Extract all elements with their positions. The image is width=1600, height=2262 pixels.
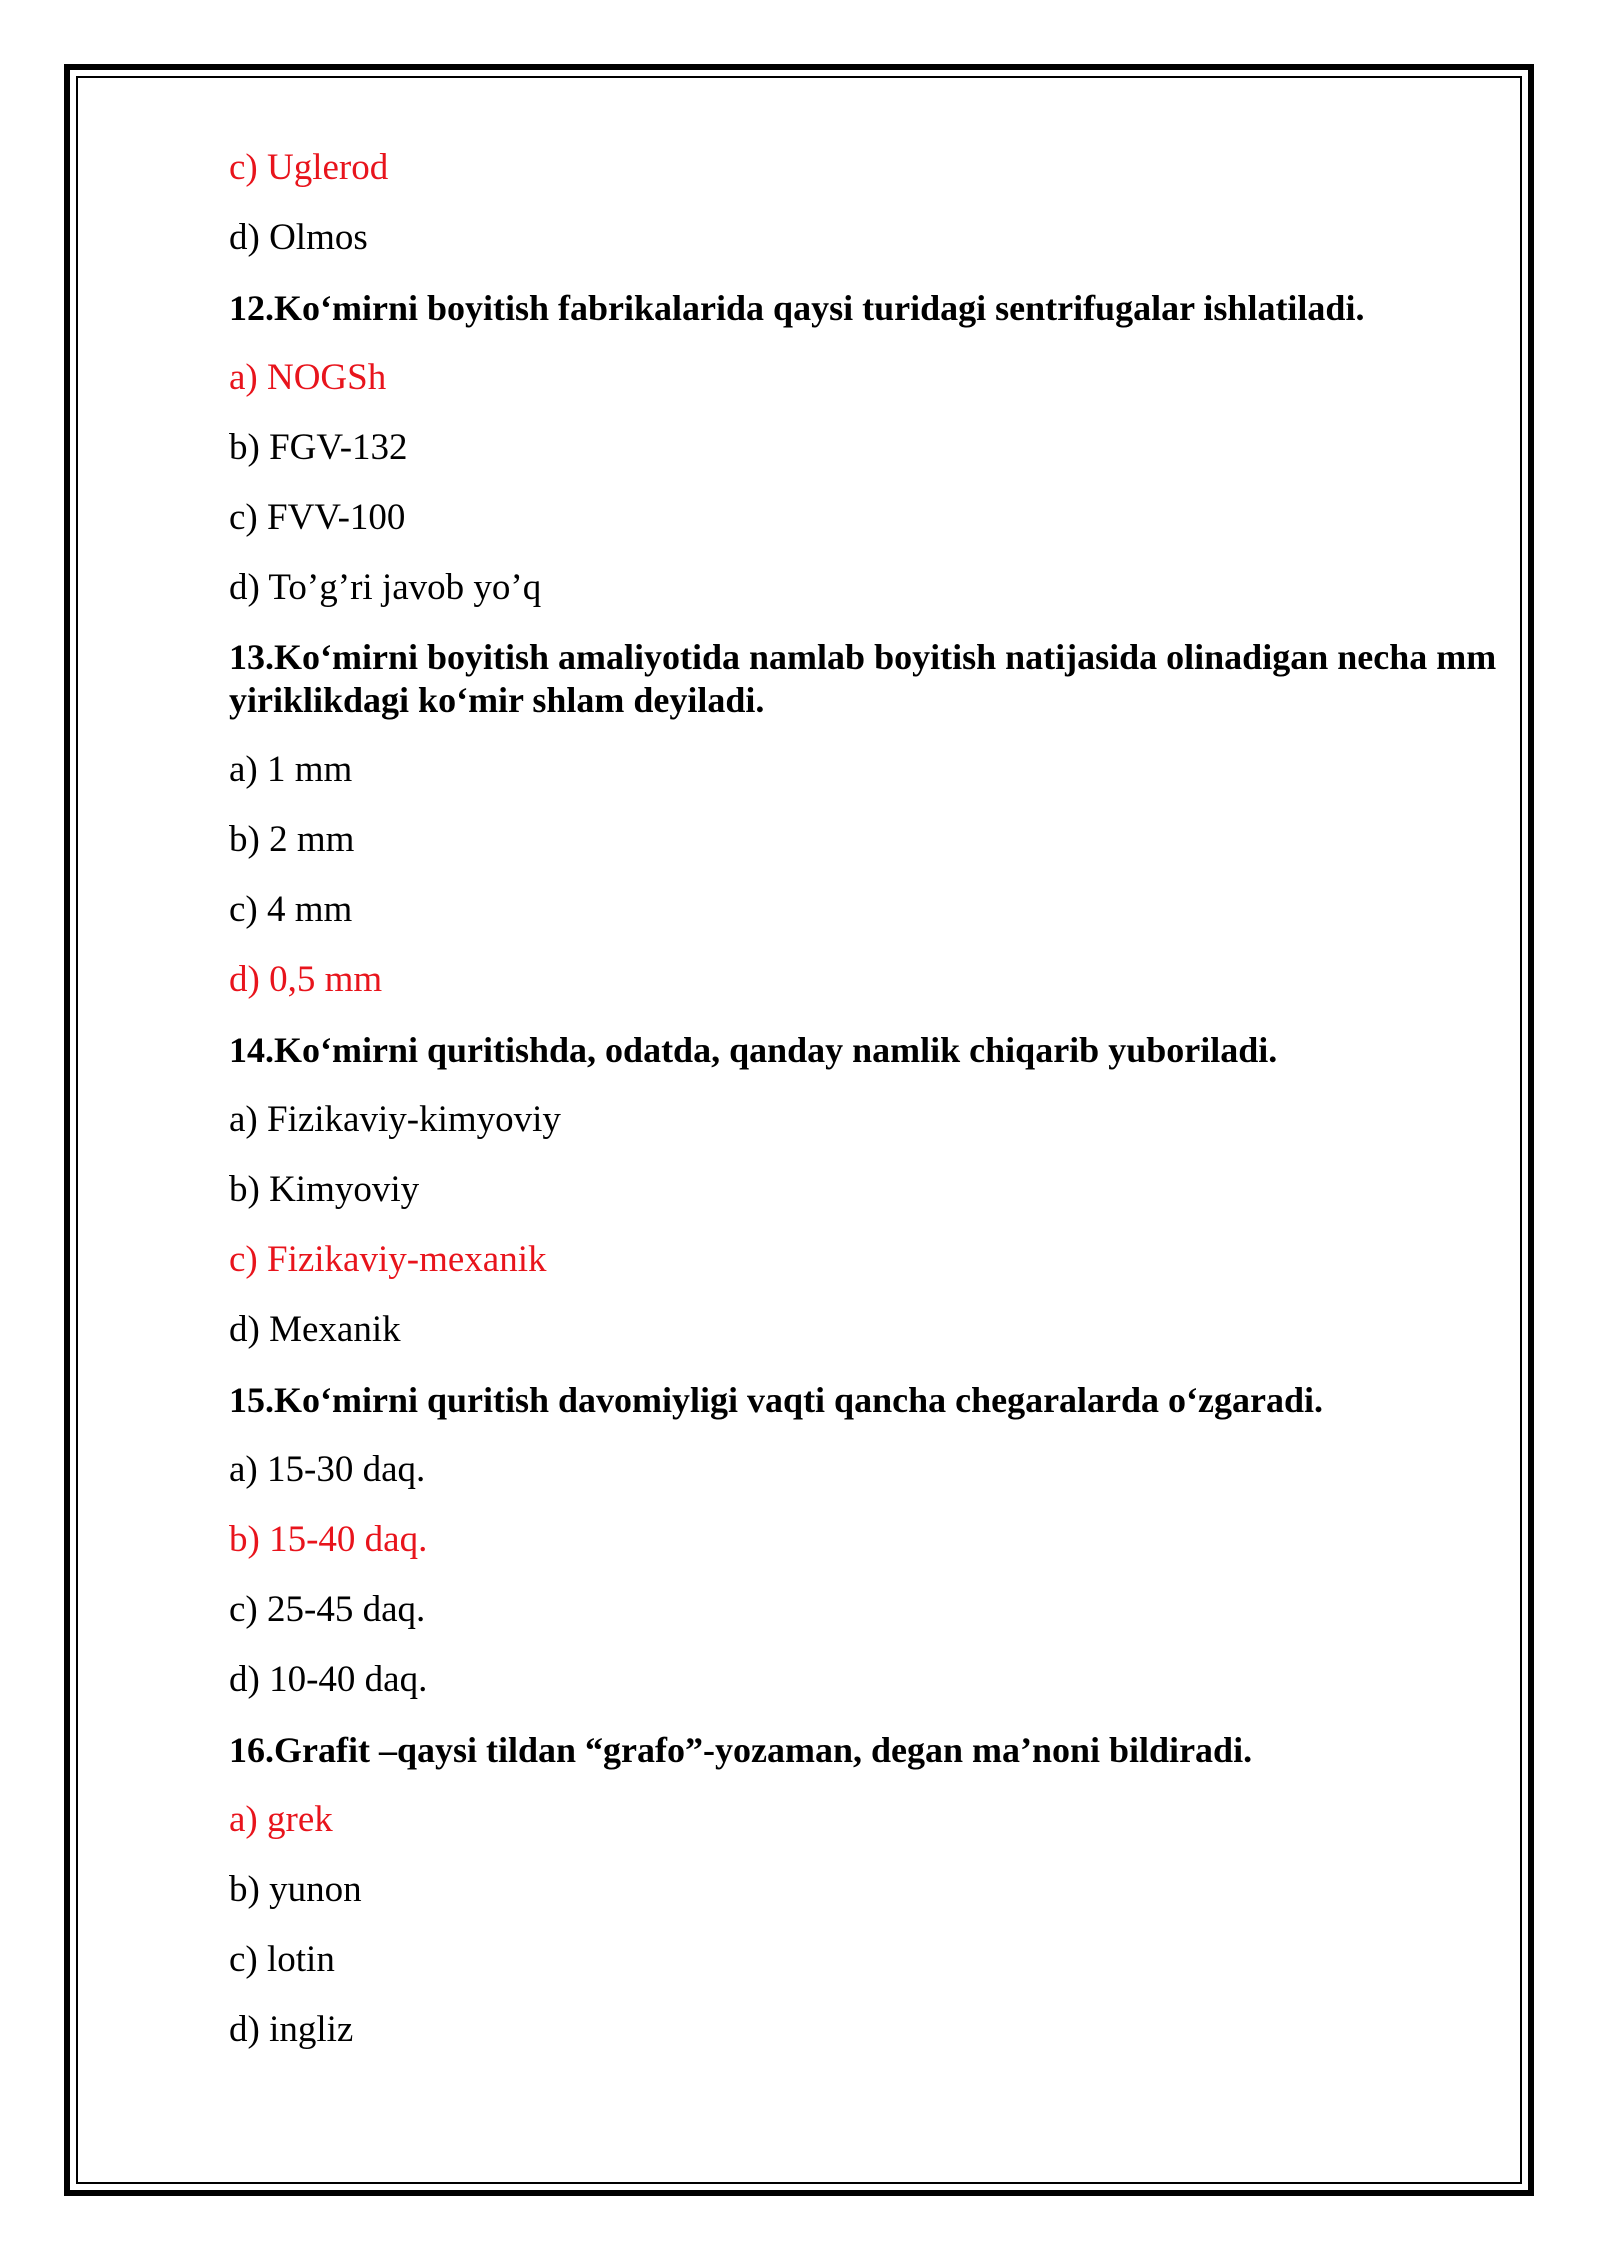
answer-option-correct: c) Uglerod <box>229 147 389 188</box>
answer-option: d) Olmos <box>229 217 368 258</box>
question-15: 15.Ko‘mirni quritish davomiyligi vaqti qancha chegaralarda o‘zgaradi. <box>229 1380 1324 1420</box>
answer-option: c) 25-45 daq. <box>229 1589 426 1630</box>
answer-option: d) ingliz <box>229 2009 354 2050</box>
answer-option: c) FVV-100 <box>229 497 406 538</box>
question-13: 13.Ko‘mirni boyitish amaliyotida namlab boyitish natijasida olinadigan necha mm yiriklikdagi ko‘mir shlam deyiladi. <box>229 637 1497 720</box>
document-content <box>229 146 1499 2078</box>
question-16: 16.Grafit –qaysi tildan “grafo”-yozaman, degan ma’noni bildiradi. <box>229 1730 1253 1770</box>
answer-option-correct: d) 0,5 mm <box>229 959 383 1000</box>
answer-option: d) To’g’ri javob yo’q <box>229 567 542 608</box>
answer-option: b) 2 mm <box>229 819 355 860</box>
answer-option: b) FGV-132 <box>229 427 408 468</box>
answer-option: d) 10-40 daq. <box>229 1659 428 1700</box>
answer-option-correct: c) Fizikaviy-mexanik <box>229 1239 547 1280</box>
answer-option: b) yunon <box>229 1869 362 1910</box>
answer-option: c) 4 mm <box>229 889 353 930</box>
answer-option: a) 15-30 daq. <box>229 1449 426 1490</box>
answer-option-correct: b) 15-40 daq. <box>229 1519 428 1560</box>
answer-option: b) Kimyoviy <box>229 1169 420 1210</box>
question-14: 14.Ko‘mirni quritishda, odatda, qanday namlik chiqarib yuboriladi. <box>229 1030 1278 1070</box>
answer-option-correct: a) NOGSh <box>229 357 387 398</box>
answer-option-correct: a) grek <box>229 1799 333 1840</box>
answer-option: c) lotin <box>229 1939 335 1980</box>
answer-option: a) Fizikaviy-kimyoviy <box>229 1099 561 1140</box>
answer-option: a) 1 mm <box>229 749 353 790</box>
answer-option: d) Mexanik <box>229 1309 401 1350</box>
question-12: 12.Ko‘mirni boyitish fabrikalarida qaysi turidagi sentrifugalar ishlatiladi. <box>229 288 1365 328</box>
